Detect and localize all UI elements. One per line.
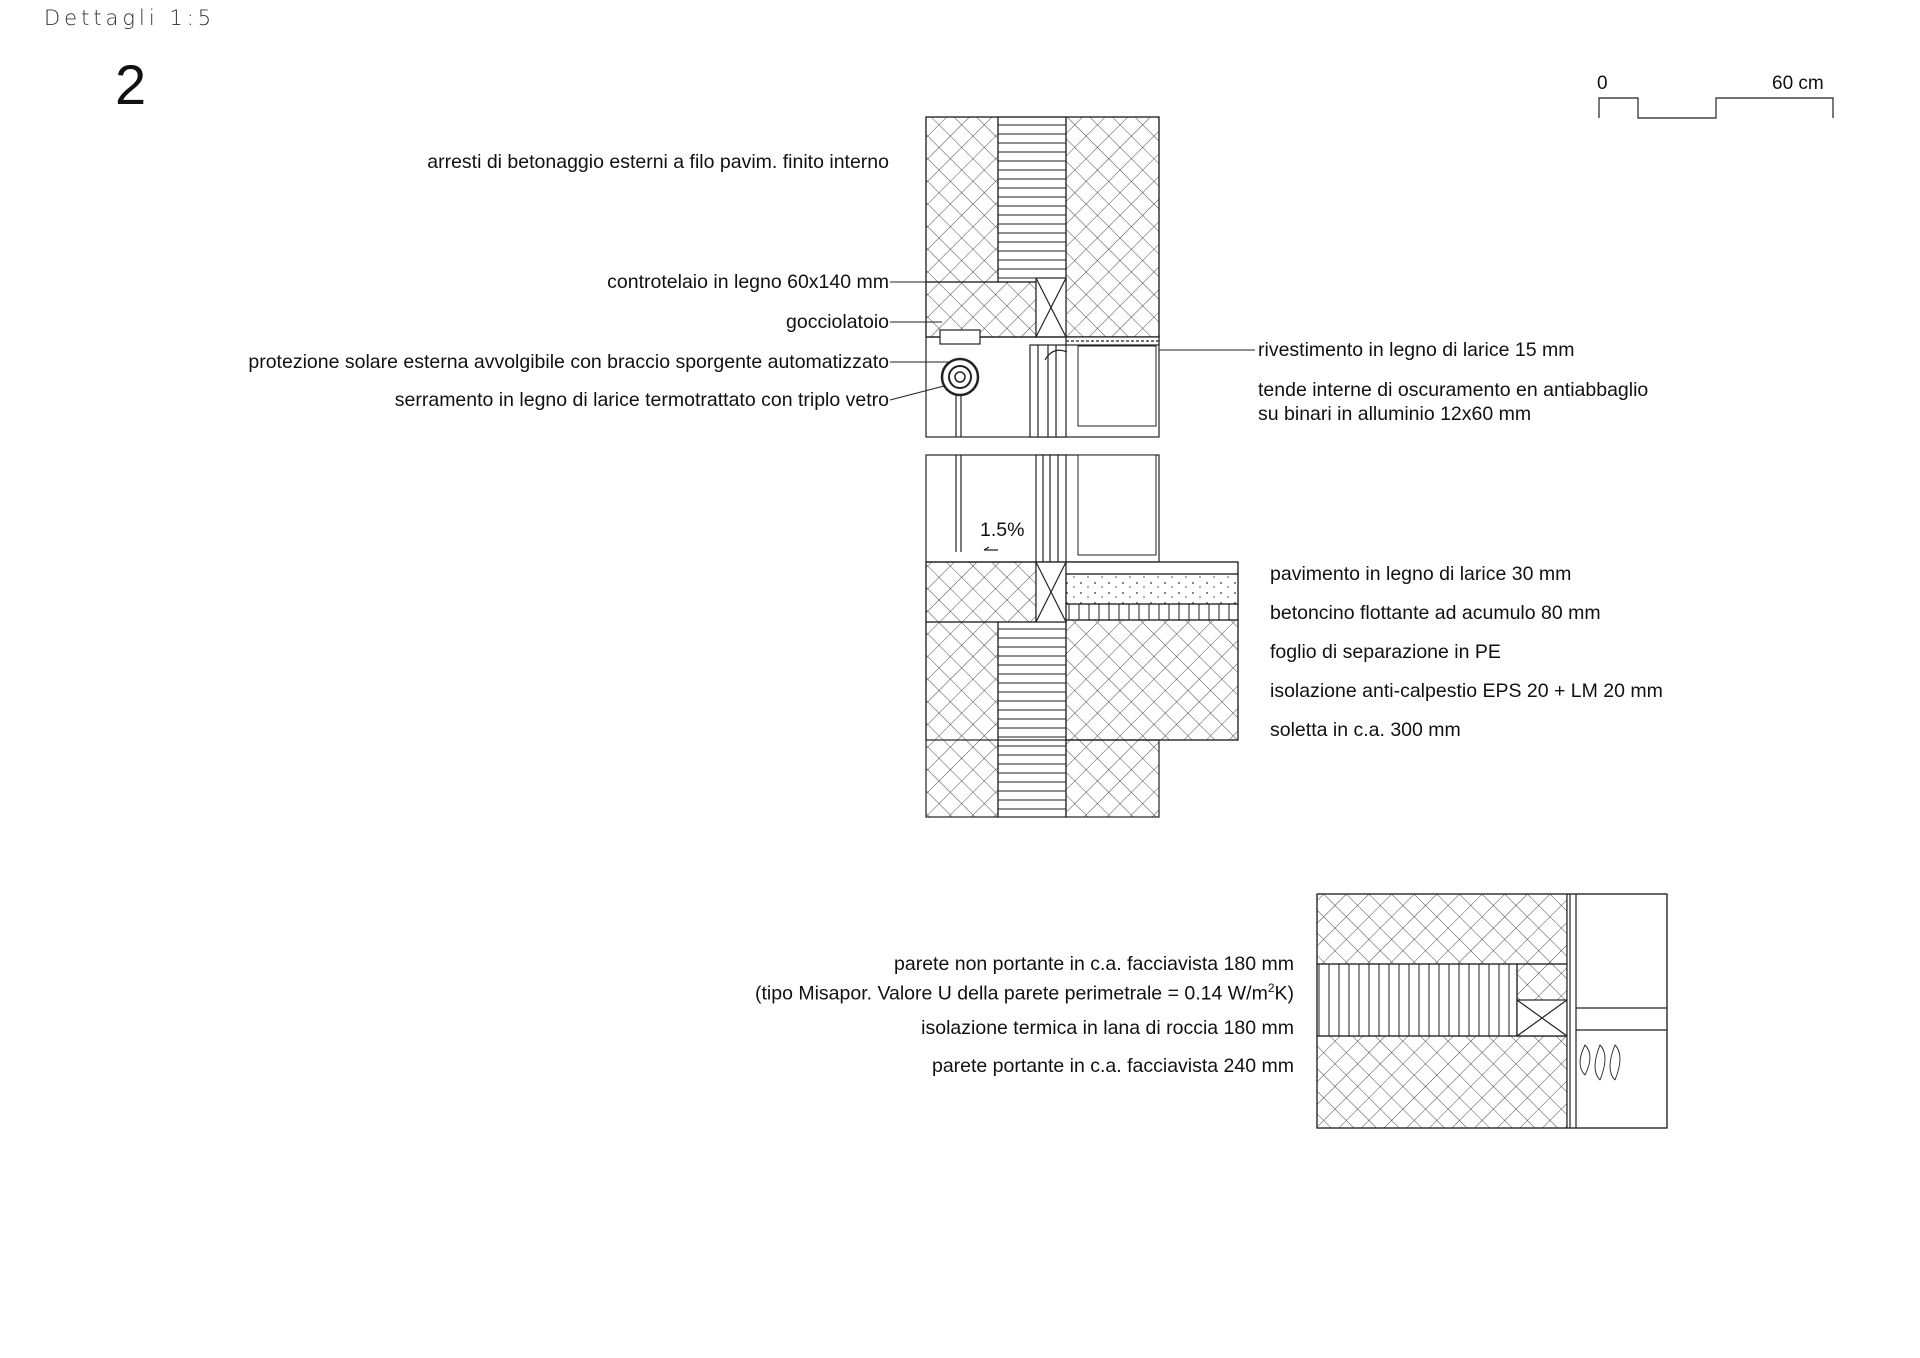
scale-bar-start-label: 0 [1597,73,1608,94]
annotation-slab: soletta in c.a. 300 mm [1270,719,1461,741]
annotation-outer-wall-line2: (tipo Misapor. Valore U della parete perimetrale = 0.14 $W/m^2K$) [754,981,1294,1005]
annotation-solar-protection: protezione solare esterna avvolgibile con braccio sporgente automatizzato [248,351,889,373]
scale-bar-end-label: 60 cm [1772,73,1824,94]
annotation-screed: betoncino flottante ad acumulo 80 mm [1270,602,1601,624]
annotation-concrete-stops: arresti di betonaggio esterni a filo pavim. finito interno [427,151,889,173]
scale-bar [1599,98,1833,118]
detail-number: 2 [115,53,147,116]
annotation-larch-cladding: rivestimento in legno di larice 15 mm [1258,339,1575,361]
floor-section [926,455,1238,817]
annotation-inner-wall: parete portante in c.a. facciavista 240 mm [931,1055,1294,1077]
annotation-drip: gocciolatoio [786,311,889,333]
annotation-subframe: controtelaio in legno 60x140 mm [607,271,889,293]
upper-wall-section [926,117,1159,437]
annotation-rockwool: isolazione termica in lana di roccia 180 mm [921,1017,1294,1039]
annotation-impact-insulation: isolazione anti-calpestio EPS 20 + LM 20 mm [1270,680,1663,702]
annotation-window-frame: serramento in legno di larice termotrattato con triplo vetro [394,389,889,411]
annotation-pe-foil: foglio di separazione in PE [1270,641,1501,663]
slope-label: 1.5% [980,519,1025,541]
annotation-larch-floor: pavimento in legno di larice 30 mm [1270,563,1572,585]
annotation-outer-wall-line1: parete non portante in c.a. facciavista 180 mm [894,953,1294,975]
annotation-curtains-line2: su binari in alluminio 12x60 mm [1258,403,1532,425]
plan-detail [1317,894,1667,1128]
page-label: Dettagli 1:5 [44,6,216,30]
annotation-curtains-line1: tende interne di oscuramento en antiabbaglio [1258,379,1649,401]
